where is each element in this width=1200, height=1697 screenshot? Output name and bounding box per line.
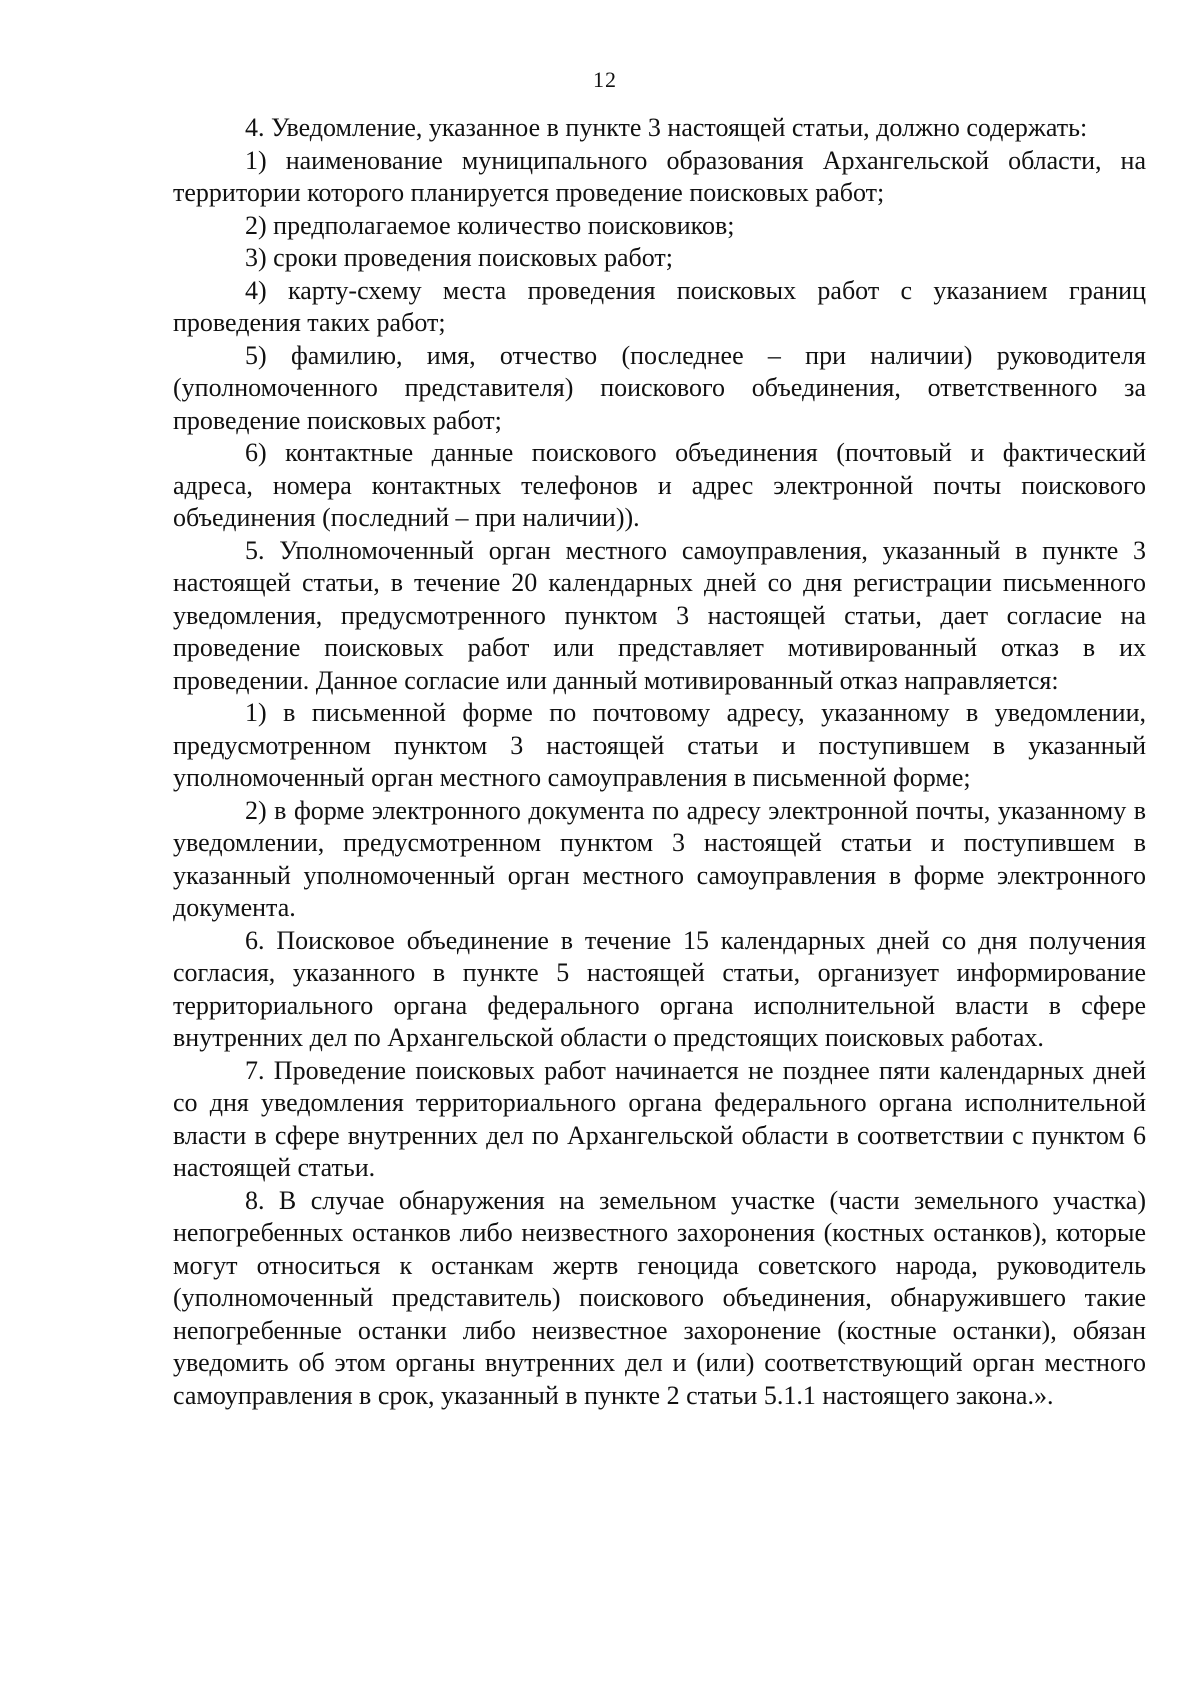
paragraph-subitem-6-contacts: 6) контактные данные поискового объединения (почтовый и фактический адреса, номера контактных телефонов и адрес электронной почты поискового объединения (последний – при наличии)). — [173, 438, 1146, 532]
paragraph-subitem-1-written-form: 1) в письменной форме по почтовому адресу, указанному в уведомлении, предусмотренном пунктом 3 настоящей статьи и поступившем в указанный уполномоченный орган местного самоуправления в письменной форме; — [173, 698, 1146, 792]
document-body — [173, 112, 1146, 1412]
paragraph-item-5-consent: 5. Уполномоченный орган местного самоуправления, указанный в пункте 3 настоящей статьи, в течение 20 календарных дней со дня регистрации письменного уведомления, предусмотренного пунктом 3 настоящей статьи, дает согласие на проведение поисковых работ или представляет мотивированный отказ в их проведении. Данное согласие или данный мотивированный отказ направляется: — [173, 535, 1146, 695]
paragraph-item-6-informing: 6. Поисковое объединение в течение 15 календарных дней со дня получения согласия, указанного в пункте 5 настоящей статьи, организует информирование территориального органа федерального органа исполнительной власти в сфере внутренних дел по Архангельской области о предстоящих поисковых работах. — [173, 925, 1146, 1052]
paragraph-subitem-4-map: 4) карту-схему места проведения поисковых работ с указанием границ проведения таких работ; — [173, 275, 1146, 337]
paragraph-subitem-3-dates: 3) сроки проведения поисковых работ; — [245, 243, 673, 272]
page-number: 12 — [593, 67, 617, 92]
paragraph-item-4-intro: 4. Уведомление, указанное в пункте 3 настоящей статьи, должно содержать: — [245, 113, 1088, 142]
paragraph-subitem-5-leader: 5) фамилию, имя, отчество (последнее – при наличии) руководителя (уполномоченного представителя) поискового объединения, ответственного за проведение поисковых работ; — [173, 340, 1146, 435]
paragraph-subitem-1-municipality: 1) наименование муниципального образования Архангельской области, на территории которого планируется проведение поисковых работ; — [173, 145, 1146, 207]
paragraph-subitem-2-searchers-count: 2) предполагаемое количество поисковиков; — [245, 210, 735, 240]
paragraph-item-7-start: 7. Проведение поисковых работ начинается не позднее пяти календарных дней со дня уведомления территориального органа федерального органа исполнительной власти в сфере внутренних дел по Архангельской области в соответствии с пунктом 6 настоящей статьи. — [173, 1055, 1146, 1182]
paragraph-item-8-discovery: 8. В случае обнаружения на земельном участке (части земельного участка) непогребенных останков либо неизвестного захоронения (костных останков), которые могут относиться к останкам жертв геноцида советского народа, руководитель (уполномоченный представитель) поискового объединения, обнаружившего такие непогребенные останки либо неизвестное захоронение (костные останки), обязан уведомить об этом органы внутренних дел и (или) соответствующий орган местного самоуправления в срок, указанный в пункте 2 статьи 5.1.1 настоящего закона.». — [173, 1185, 1146, 1410]
paragraph-subitem-2-electronic-form: 2) в форме электронного документа по адресу электронной почты, указанному в уведомлении, предусмотренном пунктом 3 настоящей статьи и поступившем в указанный уполномоченный орган местного самоуправления в форме электронного документа. — [173, 795, 1146, 922]
